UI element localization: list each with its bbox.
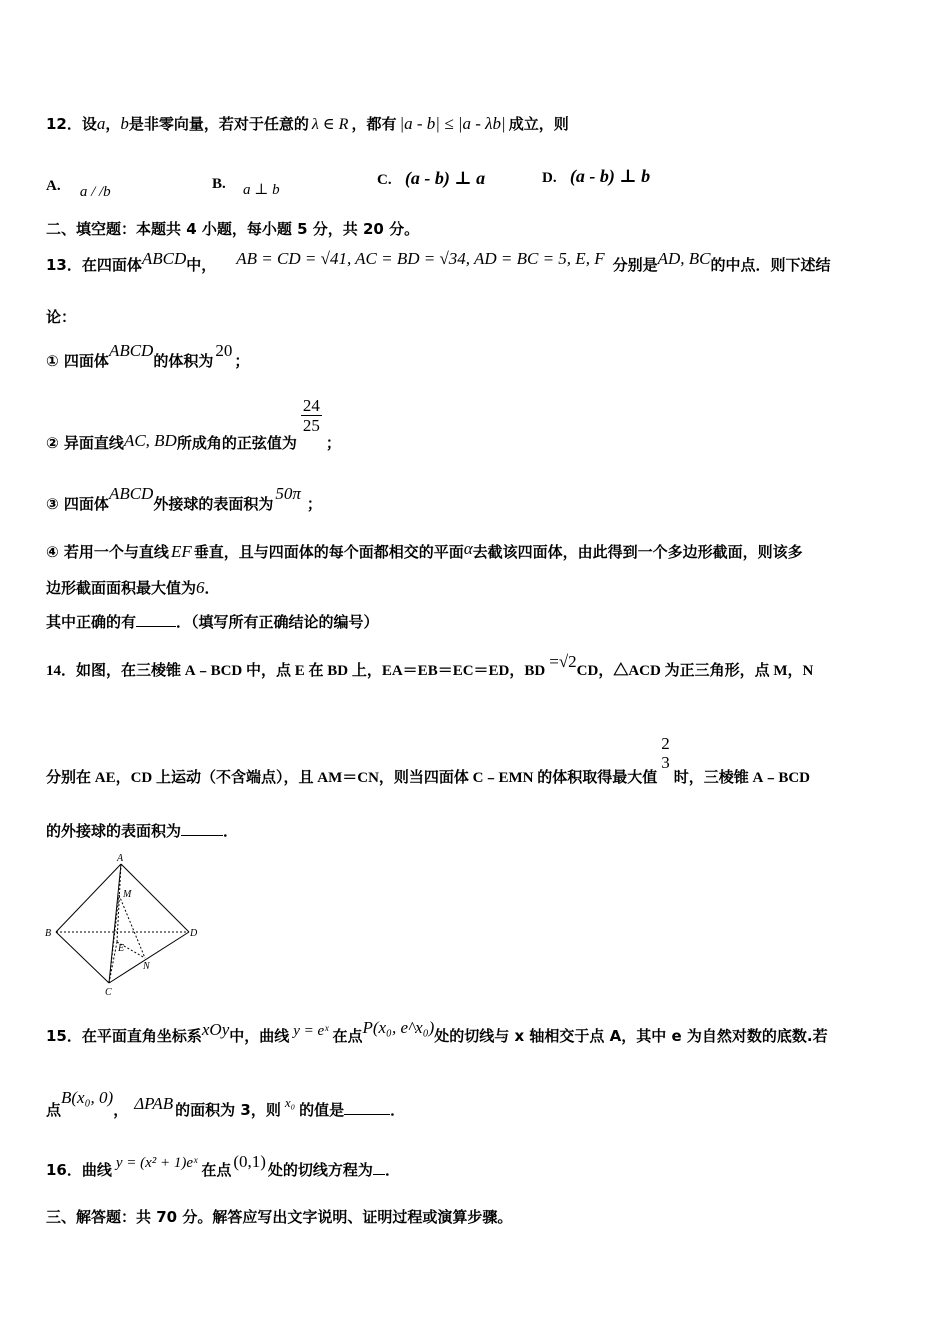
q12-option-b[interactable]: B. a ⊥ b xyxy=(212,176,280,198)
q12-stem: 12．设a，b是非零向量，若对于任意的 λ ∈ R ，都有 |a - b| ≤ |a - λb| 成立，则 xyxy=(46,114,569,133)
edge-ab xyxy=(56,864,121,932)
max-volume-fraction: 2 3 xyxy=(661,734,670,772)
edge-bc xyxy=(56,932,109,983)
segment-cm xyxy=(109,895,119,983)
answer-blank[interactable] xyxy=(181,835,223,836)
q13-conclusion-2: ② 异面直线AC, BD所成角的正弦值为 $\frac{24}{25}$ ； xyxy=(46,396,341,452)
q15-line-1: 15．在平面直角坐标系xOy中，曲线 y = eˣ 在点P(x₀, e^x₀)处的切线与 x 轴相交于点 A，其中 e 为自然对数的底数.若 xyxy=(46,1018,828,1045)
answer-blank[interactable] xyxy=(344,1114,390,1115)
answer-blank[interactable] xyxy=(373,1174,385,1175)
sine-fraction: $\frac{24}{25}$ xyxy=(302,396,320,435)
q13-conclusion-4: ④ 若用一个与直线 EF 垂直，且与四面体的每个面都相交的平面α去截该四面体，由此得到一个多边形截面，则该多 xyxy=(46,539,803,561)
q13-stem: 13．在四面体ABCD中， AB = CD = √41, AC = BD = √34, AD = BC = 5, E, F 分别是AD, BC的中点．则下述结 xyxy=(46,249,831,274)
answer-blank[interactable] xyxy=(136,626,176,627)
q13-conclusion-4-cont: 边形截面面积最大值为6． xyxy=(46,578,220,597)
q13-stem-cont: 论： xyxy=(46,308,77,326)
q13-conditions: AB = CD = √41, AC = BD = √34, AD = BC = 5, E, F xyxy=(236,249,605,268)
lambda-in-r: λ ∈ R xyxy=(311,116,349,133)
q13-conclusion-1: ① 四面体ABCD的体积为20； xyxy=(46,341,250,370)
inequality: |a - b| ≤ |a - λb| xyxy=(399,114,506,133)
vector-b: b xyxy=(120,114,129,133)
label-a: A xyxy=(117,853,124,864)
vector-a: a xyxy=(96,114,106,133)
label-b: B xyxy=(45,928,52,939)
q12-option-d[interactable]: D. (a - b) ⊥ b xyxy=(542,166,651,186)
q12-option-a[interactable]: A. a / /b xyxy=(46,178,111,200)
label-m: M xyxy=(123,889,132,900)
section-3-heading: 三、解答题：共 70 分。解答应写出文字说明、证明过程或演算步骤。 xyxy=(46,1208,513,1226)
section-2-heading: 二、填空题：本题共 4 小题，每小题 5 分，共 20 分。 xyxy=(46,220,420,238)
label-n: N xyxy=(143,961,150,972)
label-e: E xyxy=(118,943,125,954)
tetrahedron-figure xyxy=(40,850,210,1000)
q16-stem: 16．曲线 y = (x² + 1)eˣ 在点 (0,1) 处的切线方程为 ． xyxy=(46,1152,400,1179)
q13-conclusion-3: ③ 四面体ABCD外接球的表面积为50π； xyxy=(46,484,322,513)
q14-line-3: 的外接球的表面积为 ． xyxy=(46,822,239,840)
q15-line-2: 点B(x₀, 0)， ΔPAB 的面积为 3，则 x₀ 的值是 ． xyxy=(46,1088,406,1119)
edge-cd xyxy=(109,932,189,983)
q12-option-c[interactable]: C. (a - b) ⊥ a xyxy=(377,168,486,188)
label-c: C xyxy=(105,987,112,998)
label-d: D xyxy=(190,928,198,939)
q14-line-1: 14．如图，在三棱锥 A﹣BCD 中，点 E 在 BD 上，EA＝EB＝EC＝ED，BD =√2CD，△ACD 为正三角形，点 M，N xyxy=(46,652,814,679)
q13-ask: 其中正确的有 ．（填写所有正确结论的编号） xyxy=(46,613,379,631)
q14-line-2: 分别在 AE，CD 上运动（不含端点），且 AM＝CN，则当四面体 C﹣EMN 的体积取得最大值 2 3 时，三棱锥 A﹣BCD xyxy=(46,734,811,787)
